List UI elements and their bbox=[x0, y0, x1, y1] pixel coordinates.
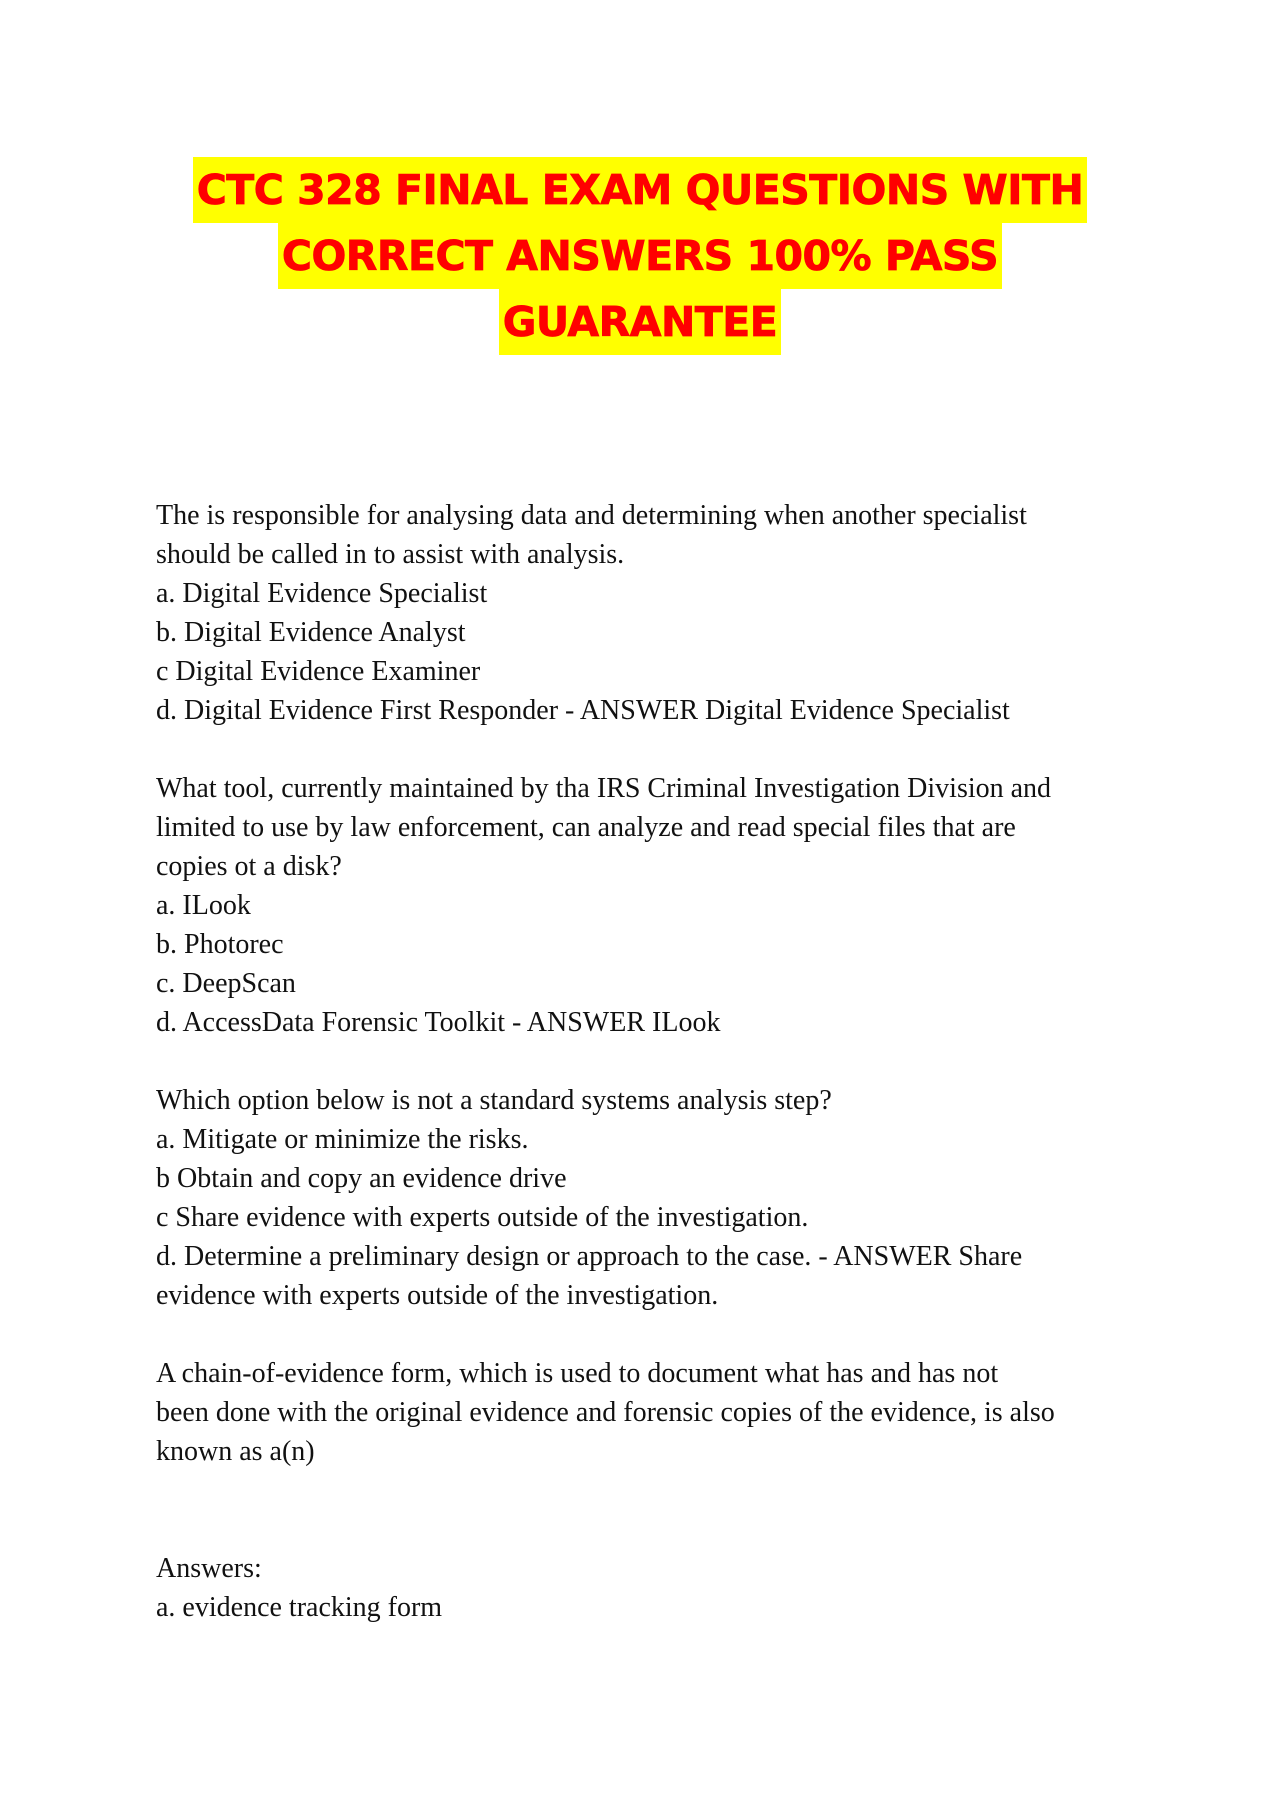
document-body bbox=[156, 496, 1146, 1627]
question-2-option-answer: d. AccessData Forensic Toolkit - ANSWER ILook bbox=[156, 1007, 721, 1038]
question-4 bbox=[156, 1354, 1146, 1471]
question-3-option: b Obtain and copy an evidence drive bbox=[156, 1163, 567, 1194]
title-line-2: CORRECT ANSWERS 100% PASS bbox=[278, 223, 1002, 289]
question-2-option: b. Photorec bbox=[156, 929, 284, 960]
question-1-line: should be called in to assist with analysis. bbox=[156, 539, 625, 570]
question-1-option: a. Digital Evidence Specialist bbox=[156, 578, 488, 609]
question-1-line: The is responsible for analysing data and determining when another specialist bbox=[156, 500, 1027, 531]
question-2-line: What tool, currently maintained by tha IRS Criminal Investigation Division and bbox=[156, 773, 1052, 804]
question-4-line: A chain-of-evidence form, which is used to document what has and has not bbox=[156, 1358, 999, 1389]
title-line-1: CTC 328 FINAL EXAM QUESTIONS WITH bbox=[193, 157, 1088, 223]
title-line-3: GUARANTEE bbox=[499, 289, 782, 355]
question-3 bbox=[156, 1081, 1146, 1315]
question-2-line: copies ot a disk? bbox=[156, 851, 342, 882]
question-3-line: Which option below is not a standard systems analysis step? bbox=[156, 1085, 832, 1116]
question-1-option: c Digital Evidence Examiner bbox=[156, 656, 481, 687]
question-2-option: a. ILook bbox=[156, 890, 251, 921]
answers-option: a. evidence tracking form bbox=[156, 1592, 443, 1623]
question-1 bbox=[156, 496, 1146, 730]
question-1-option: b. Digital Evidence Analyst bbox=[156, 617, 466, 648]
answers-heading: Answers: bbox=[156, 1553, 262, 1584]
question-3-option: c Share evidence with experts outside of the investigation. bbox=[156, 1202, 809, 1233]
question-2-option: c. DeepScan bbox=[156, 968, 296, 999]
question-3-answer-continued: evidence with experts outside of the investigation. bbox=[156, 1280, 719, 1311]
page-title bbox=[0, 157, 1280, 355]
question-4-line: been done with the original evidence and forensic copies of the evidence, is also bbox=[156, 1397, 1055, 1428]
answers-section bbox=[156, 1549, 1146, 1627]
question-2-line: limited to use by law enforcement, can analyze and read special files that are bbox=[156, 812, 1016, 843]
question-4-line: known as a(n) bbox=[156, 1436, 315, 1467]
question-2 bbox=[156, 769, 1146, 1042]
question-3-option: a. Mitigate or minimize the risks. bbox=[156, 1124, 529, 1155]
question-3-option-answer: d. Determine a preliminary design or approach to the case. - ANSWER Share bbox=[156, 1241, 1023, 1272]
question-1-option-answer: d. Digital Evidence First Responder - ANSWER Digital Evidence Specialist bbox=[156, 695, 1010, 726]
